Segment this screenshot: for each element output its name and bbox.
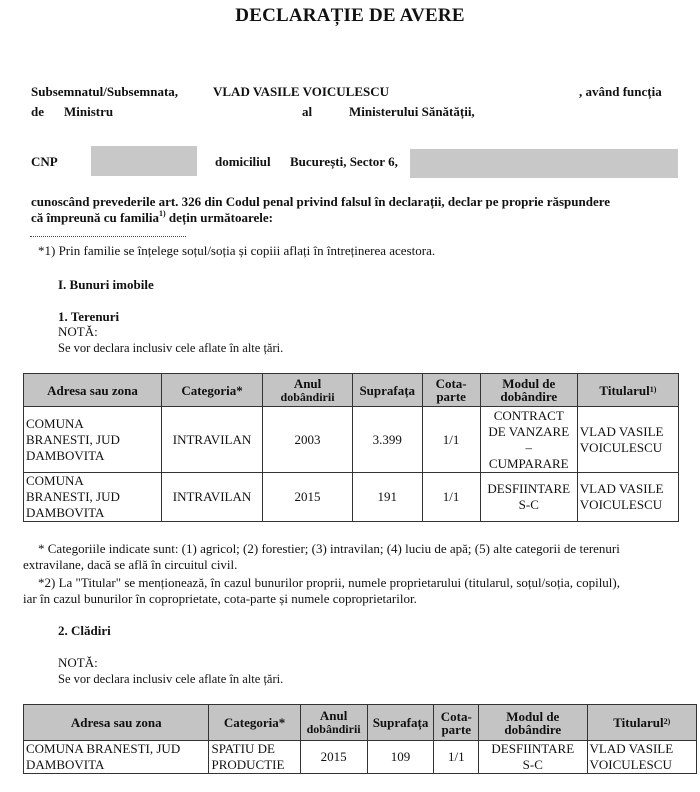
- cell-cota: 1/1: [422, 407, 480, 473]
- col-header-cota: Cota- parte: [422, 374, 480, 407]
- intro-line-1: cunoscând prevederile art. 326 din Codul penal privind falsul în declarații, declar pe proprie răspundere: [31, 194, 611, 209]
- footnote-family: *1) Prin familie se înțelege soțul/soția și copiii aflați în întreținerea acestora.: [38, 243, 436, 258]
- cell-adresa: COMUNA BRANESTI, JUD DAMBOVITA: [24, 473, 162, 522]
- col-header-suprafata: Suprafața: [367, 705, 434, 741]
- intro-line-2: [31, 210, 273, 226]
- col-header-titular: Titularul$^{1)}$: [577, 374, 678, 407]
- cell-cota: 1/1: [422, 473, 480, 522]
- col-header-suprafata: Suprafața: [353, 374, 422, 407]
- nota-label-cladiri: NOTĂ:: [58, 655, 98, 670]
- col-header-anul: Anul dobândirii: [300, 705, 367, 741]
- cell-adresa: COMUNA BRANESTI, JUD DAMBOVITA: [24, 741, 209, 774]
- col-header-cota: Cota- parte: [434, 705, 479, 741]
- table-row: [24, 407, 679, 473]
- cell-anul: 2015: [300, 741, 367, 774]
- label-cnp: CNP: [31, 154, 58, 169]
- note-categories-line-1: * Categoriile indicate sunt: (1) agricol; (2) forestier; (3) intravilan; (4) luciu de apă; (5) alte categorii de terenuri: [38, 541, 620, 556]
- subsection-heading-cladiri: 2. Clădiri: [58, 623, 111, 638]
- cell-modul: CONTRACT DE VANZARE – CUMPARARE: [480, 407, 577, 473]
- col-header-adresa: Adresa sau zona: [24, 705, 209, 741]
- col-header-anul: Anul dobândirii: [263, 374, 353, 407]
- label-subsemnatul: Subsemnatul/Subsemnata,: [31, 84, 179, 99]
- col-header-categoria: Categoria*: [209, 705, 300, 741]
- intro-line-2-pre: că împreună cu familia: [31, 210, 159, 225]
- cell-suprafata: 109: [367, 741, 434, 774]
- cell-suprafata: 3.399: [353, 407, 422, 473]
- col-header-modul: Modul de dobândire: [479, 705, 587, 741]
- footnote-separator: [30, 236, 186, 237]
- table-row: [24, 473, 679, 522]
- table-header-row: [24, 374, 679, 407]
- table-cladiri: [23, 704, 697, 774]
- label-avand-functia: , având funcția: [579, 84, 662, 99]
- note-titular-line-1: *2) La "Titular" se menționează, în cazul bunurilor proprii, numele proprietarului (titularul, soțul/soția, copilul),: [38, 575, 620, 590]
- table-header-row: [24, 705, 697, 741]
- col-header-adresa: Adresa sau zona: [24, 374, 162, 407]
- document-title: DECLARAȚIE DE AVERE: [235, 5, 465, 26]
- cnp-redaction: [91, 146, 197, 176]
- cell-cota: 1/1: [434, 741, 479, 774]
- declarant-institution: Ministerului Sănătății,: [349, 104, 475, 119]
- table-row: [24, 741, 697, 774]
- cell-modul: DESFIINTARE S-C: [480, 473, 577, 522]
- cell-titular: VLAD VASILE VOICULESCU: [577, 407, 678, 473]
- subsection-heading-terenuri: 1. Terenuri: [58, 309, 120, 324]
- nota-label-terenuri: NOTĂ:: [58, 324, 98, 339]
- declarant-name: VLAD VASILE VOICULESCU: [213, 84, 390, 99]
- label-al: al: [302, 104, 313, 119]
- cell-categoria: INTRAVILAN: [161, 407, 262, 473]
- cell-modul: DESFIINTARE S-C: [479, 741, 587, 774]
- cell-titular: VLAD VASILE VOICULESCU: [577, 473, 678, 522]
- cell-categoria: INTRAVILAN: [161, 473, 262, 522]
- cell-anul: 2015: [263, 473, 353, 522]
- col-header-titular: Titularul$^{2)}$: [587, 705, 697, 741]
- cell-adresa: COMUNA BRANESTI, JUD DAMBOVITA: [24, 407, 162, 473]
- col-header-modul: Modul de dobândire: [480, 374, 577, 407]
- table-terenuri: [23, 373, 679, 522]
- intro-line-2-post: dețin următoarele:: [165, 210, 273, 225]
- domicile-city: București, Sector 6,: [290, 154, 398, 169]
- section-heading-bunuri-imobile: I. Bunuri imobile: [58, 277, 154, 292]
- note-titular-line-2: iar în cazul bunurilor în coproprietate, cota-parte și numele coproprietarilor.: [23, 591, 417, 606]
- declarant-function: Ministru: [64, 104, 114, 119]
- col-header-categoria: Categoria*: [161, 374, 262, 407]
- note-categories-line-2: extravilane, dacă se află în circuitul civil.: [23, 557, 238, 572]
- nota-text-terenuri: Se vor declara inclusiv cele aflate în alte țări.: [58, 341, 284, 355]
- label-de: de: [31, 104, 44, 119]
- cell-suprafata: 191: [353, 473, 422, 522]
- footnote-ref-1: 1): [158, 209, 166, 218]
- cell-anul: 2003: [263, 407, 353, 473]
- cell-titular: VLAD VASILE VOICULESCU: [587, 741, 697, 774]
- label-domiciliul: domiciliul: [215, 154, 271, 169]
- cell-categoria: SPATIU DE PRODUCTIE: [209, 741, 300, 774]
- domicile-redaction: [410, 149, 678, 178]
- nota-text-cladiri: Se vor declara inclusiv cele aflate în alte țări.: [58, 672, 284, 686]
